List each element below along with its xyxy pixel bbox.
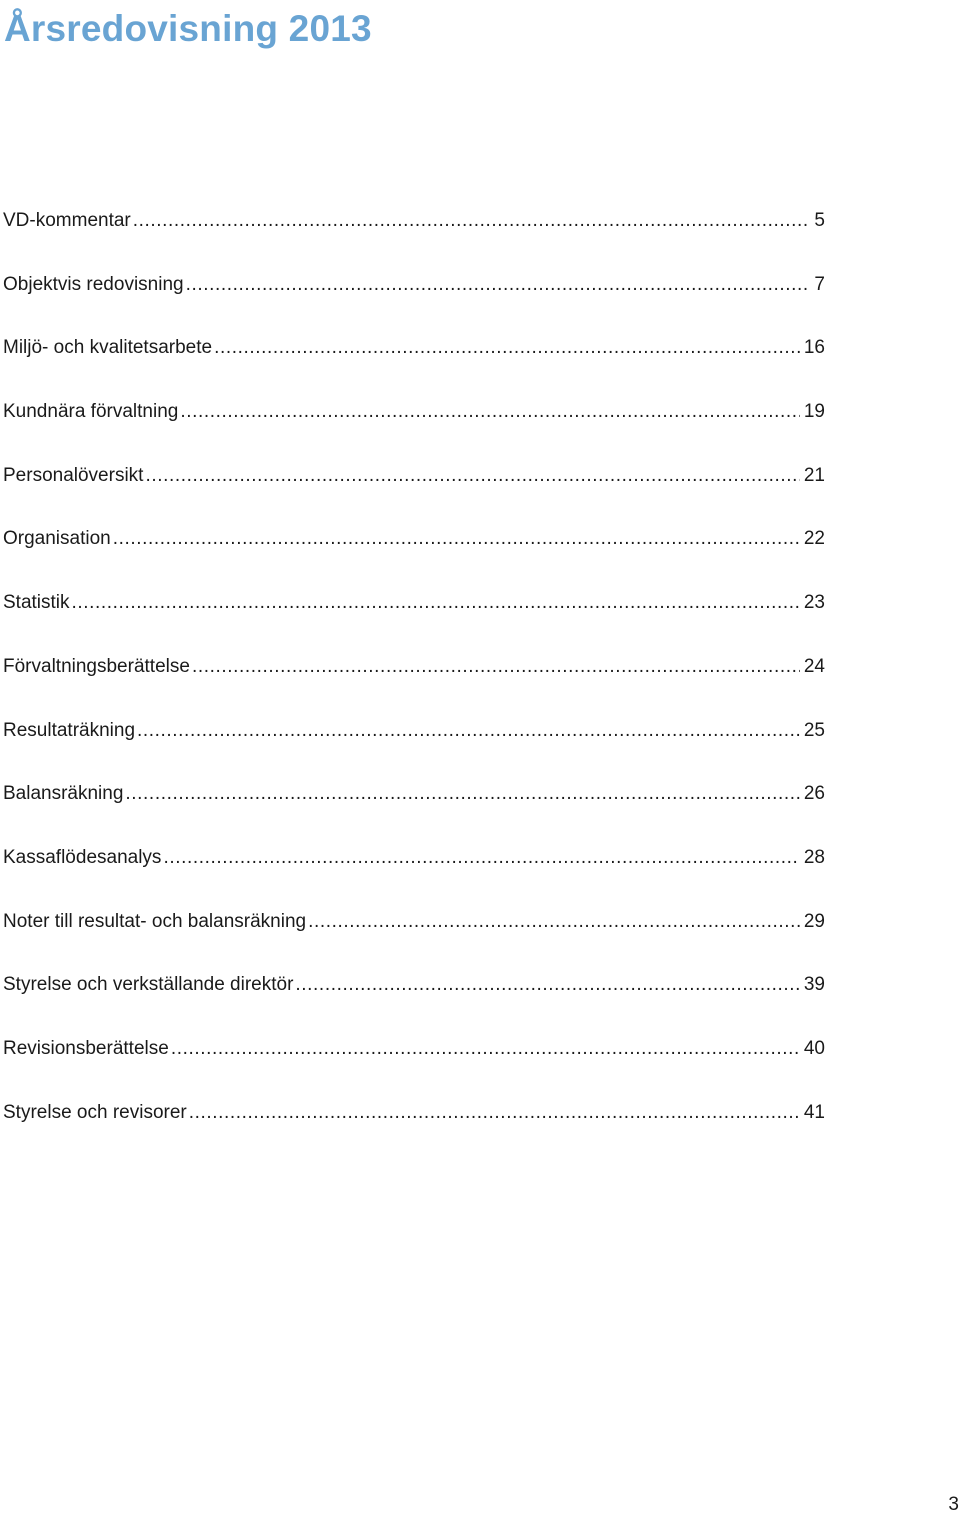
toc-entry-label: Resultaträkning	[3, 719, 136, 741]
toc-entry-page: 28	[803, 846, 825, 868]
toc-dot-leader	[186, 270, 811, 300]
toc-entry-page: 39	[803, 974, 825, 996]
toc-dot-leader	[133, 206, 811, 236]
toc-entry-page: 29	[803, 910, 825, 932]
toc-entry-page: 26	[803, 783, 825, 805]
toc-entry-styrelse-och-vd[interactable]	[3, 970, 825, 1034]
toc-entry-organisation[interactable]	[3, 524, 825, 588]
toc-entry-page: 5	[814, 210, 825, 231]
toc-entry-objektvis-redovisning[interactable]	[3, 270, 825, 334]
toc-entry-revisionsberattelse[interactable]	[3, 1034, 825, 1098]
toc-dot-leader	[171, 1034, 800, 1064]
toc-dot-leader	[125, 779, 799, 809]
document-title: Årsredovisning 2013	[4, 8, 372, 49]
toc-entry-kassaflodesanalys[interactable]	[3, 843, 825, 907]
page-number: 3	[948, 1494, 959, 1515]
toc-entry-page: 21	[803, 464, 825, 486]
toc-entry-styrelse-och-revisorer[interactable]	[3, 1098, 825, 1162]
toc-entry-label: VD-kommentar	[3, 210, 131, 231]
toc-entry-label: Kassaflödesanalys	[3, 846, 162, 868]
toc-dot-leader	[163, 843, 799, 873]
toc-dot-leader	[189, 1098, 800, 1128]
toc-entry-vd-kommentar[interactable]	[3, 206, 825, 270]
toc-entry-label: Organisation	[3, 528, 111, 550]
toc-entry-label: Miljö- och kvalitetsarbete	[3, 337, 213, 359]
toc-entry-label: Balansräkning	[3, 783, 124, 805]
toc-entry-page: 23	[803, 592, 825, 614]
toc-entry-label: Styrelse och revisorer	[3, 1101, 187, 1123]
toc-entry-label: Personalöversikt	[3, 464, 144, 486]
toc-entry-page: 7	[814, 273, 825, 295]
toc-entry-statistik[interactable]	[3, 588, 825, 652]
toc-entry-page: 25	[803, 719, 825, 741]
toc-entry-page: 19	[803, 401, 825, 423]
toc-entry-miljo-och-kvalitetsarbete[interactable]	[3, 333, 825, 397]
toc-entry-forvaltningsberattelse[interactable]	[3, 652, 825, 716]
toc-entry-noter[interactable]	[3, 907, 825, 971]
toc-entry-label: Revisionsberättelse	[3, 1037, 169, 1059]
toc-entry-resultatrakning[interactable]	[3, 716, 825, 780]
toc-entry-label: Förvaltningsberättelse	[3, 655, 190, 677]
toc-entry-label: Statistik	[3, 592, 70, 614]
table-of-contents	[3, 206, 825, 1161]
toc-entry-kundnara-forvaltning[interactable]	[3, 397, 825, 461]
toc-dot-leader	[145, 461, 799, 491]
toc-dot-leader	[137, 716, 800, 746]
toc-entry-page: 40	[803, 1037, 825, 1059]
toc-entry-balansrakning[interactable]	[3, 779, 825, 843]
toc-dot-leader	[295, 970, 799, 1000]
toc-entry-label: Kundnära förvaltning	[3, 401, 179, 423]
toc-entry-label: Noter till resultat- och balansräkning	[3, 910, 307, 932]
toc-dot-leader	[214, 333, 800, 363]
toc-dot-leader	[308, 907, 800, 937]
toc-entry-page: 41	[803, 1101, 825, 1123]
toc-entry-personaloversikt[interactable]	[3, 461, 825, 525]
toc-dot-leader	[72, 588, 800, 618]
toc-dot-leader	[180, 397, 800, 427]
toc-dot-leader	[113, 524, 800, 554]
toc-entry-page: 22	[803, 528, 825, 550]
toc-dot-leader	[192, 652, 800, 682]
toc-entry-page: 16	[803, 337, 825, 359]
toc-entry-label: Objektvis redovisning	[3, 273, 184, 295]
toc-entry-page: 24	[803, 655, 825, 677]
toc-entry-label: Styrelse och verkställande direktör	[3, 974, 294, 996]
